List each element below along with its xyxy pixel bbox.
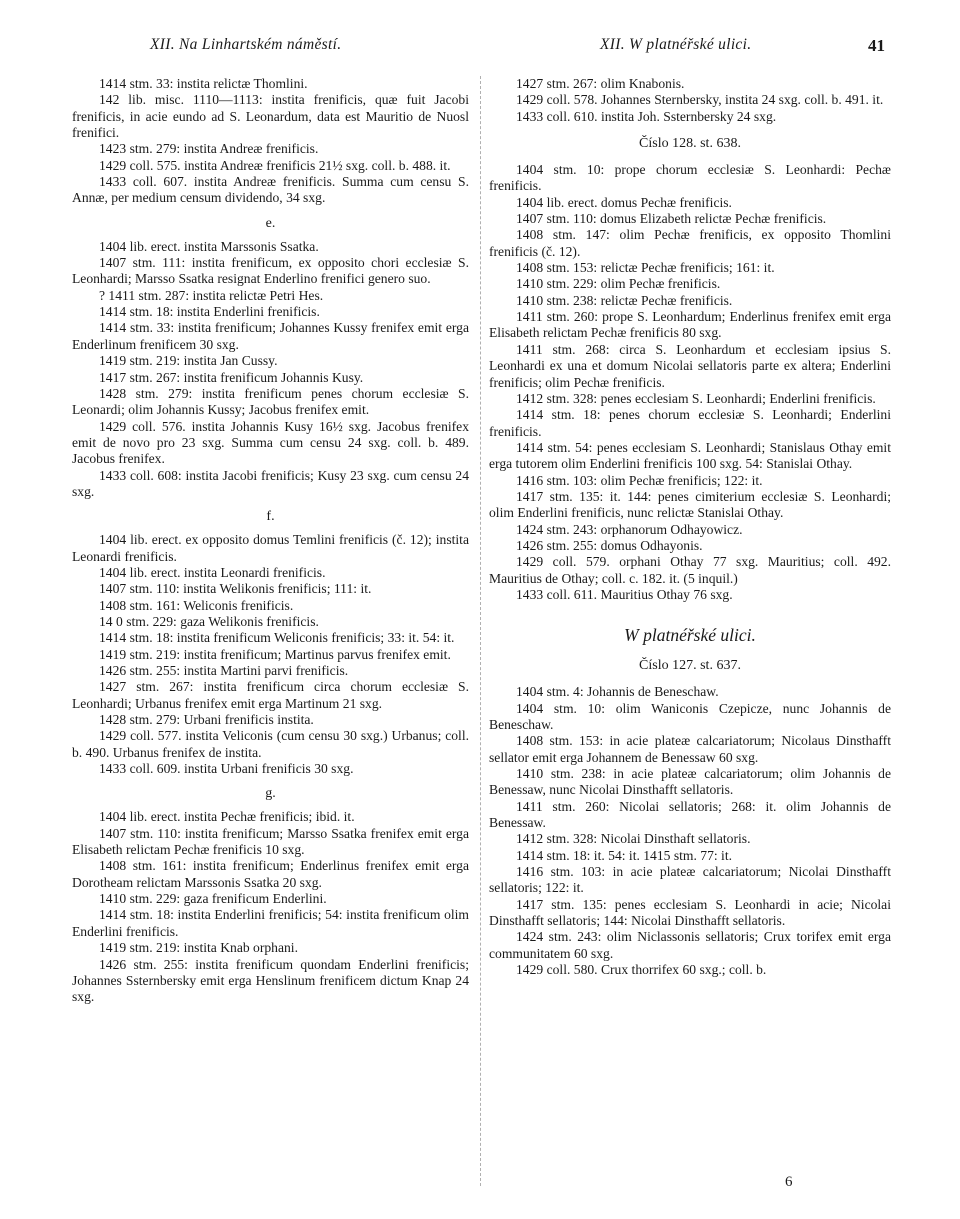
entry: 1408 stm. 153: in acie plateæ calcariatorum; Nicolaus Dinsthafft sellator emit erga Johannem de Benessaw 60 sxg. [489, 733, 891, 765]
entry: 1410 stm. 229: olim Pechæ frenificis. [516, 276, 721, 292]
entry: 1429 coll. 576. instita Johannis Kusy 16½ sxg. Jacobus frenifex emit de novo pro 23 sxg. Summa cum censu 24 sxg. coll. b. 489. Jacobus frenifex. [72, 418, 469, 467]
right-column [489, 76, 891, 979]
entry: 1423 stm. 279: instita Andreæ frenificis. [99, 141, 319, 157]
entry: 1407 stm. 110: domus Elizabeth relictæ Pechæ frenificis. [516, 211, 827, 227]
entry: 1411 stm. 268: circa S. Leonhardum et ecclesiam ipsius S. Leonhardi ex una et domum Nicolai sellatoris parte ex altera; Enderlini frenificis; olim Pechæ frenificis. [489, 341, 891, 390]
entry: 1419 stm. 219: instita Knab orphani. [99, 940, 298, 956]
entry: 1404 lib. erect. domus Pechæ frenificis. [516, 194, 732, 210]
entry: 1429 coll. 577. instita Veliconis (cum censu 30 sxg.) Urbanus; coll. b. 490. Urbanus frenifex de instita. [72, 728, 469, 760]
entry: 1429 coll. 580. Crux thorrifex 60 sxg.; coll. b. [516, 962, 767, 978]
entry: 1411 stm. 260: prope S. Leonhardum; Enderlinus frenifex emit erga Elisabeth relictam Pechæ frenificis 80 sxg. [489, 309, 891, 341]
street-heading: W platnéřské ulici. [624, 625, 756, 646]
entry: 1426 stm. 255: instita Martini parvi frenificis. [99, 663, 349, 678]
entry: 1407 stm. 111: instita frenificum, ex opposito chori ecclesiæ S. Leonhardi; Marsso Ssatka resignat Enderlino frenifici genero suo. [72, 255, 469, 287]
entry: 1427 stm. 267: instita frenificum circa chorum ecclesiæ S. Leonhardi; Urbanus frenifex emit erga Martinum 21 sxg. [72, 679, 469, 711]
entry: 1410 stm. 238: in acie plateæ calcariatorum; olim Johannis de Benessaw, nunc Nicolai Dinsthafft sellatoris. [489, 766, 891, 798]
section-letter-f: f. [266, 509, 275, 525]
entry: 1408 stm. 161: Weliconis frenificis. [99, 597, 294, 613]
entry: ? 1411 stm. 287: instita relictæ Petri Hes. [99, 287, 324, 303]
entry: 1412 stm. 328: Nicolai Dinsthaft sellatoris. [516, 831, 751, 847]
entry: 1433 coll. 607. instita Andreæ frenificis. Summa cum censu S. Annæ, per medium censum dividendo, 34 sxg. [72, 174, 469, 206]
entry: 1433 coll. 608: instita Jacobi frenificis; Kusy 23 sxg. cum censu 24 sxg. [72, 467, 469, 499]
entry: 1404 lib. erect. instita Pechæ frenificis; ibid. it. [99, 809, 355, 825]
entry: 1407 stm. 110: instita frenificum; Marsso Ssatka frenifex emit erga Elisabeth relictam Pechæ frenificis 10 sxg. [72, 825, 469, 858]
running-header-right: XII. W platnéřské ulici. [600, 36, 752, 53]
entry: 1433 coll. 609. instita Urbani frenificis 30 sxg. [99, 761, 354, 777]
entry: 1414 stm. 33: instita relictæ Thomlini. [99, 76, 308, 91]
entry: 1411 stm. 260: Nicolai sellatoris; 268: it. olim Johannis de Benessaw. [489, 798, 891, 831]
entry: 1424 stm. 243: orphanorum Odhayowicz. [516, 521, 743, 537]
entry: 1424 stm. 243: olim Niclassonis sellatoris; Crux torifex emit erga communitatem 60 sxg. [489, 929, 891, 961]
entry: 1427 stm. 267: olim Knabonis. [516, 76, 685, 91]
house-number-heading: Číslo 127. st. 637. [639, 658, 741, 674]
entry: 1414 stm. 18: penes chorum ecclesiæ S. Leonhardi; Enderlini frenificis. [489, 407, 891, 439]
entry: 1408 stm. 147: olim Pechæ frenificis, ex opposito Thomlini frenificis (č. 12). [489, 227, 891, 259]
entry: 1407 stm. 110: instita Welikonis frenificis; 111: it. [99, 581, 372, 597]
entry: 142 lib. misc. 1110—1113: instita frenificis, quæ fuit Jacobi frenificis, in acie eundo ad S. Leonardum, data est Mauritio de Nuosl frenifici. [72, 92, 469, 141]
entry: 1428 stm. 279: Urbani frenificis instita. [99, 712, 314, 728]
entry: 1404 stm. 10: prope chorum ecclesiæ S. Leonhardi: Pechæ frenificis. [489, 162, 891, 194]
entry: 1414 stm. 18: instita frenificum Weliconis frenificis; 33: it. 54: it. [99, 630, 455, 646]
entry: 1429 coll. 579. orphani Othay 77 sxg. Mauritius; coll. 492. Mauritius de Othay; coll. c. 182. it. (5 inquil.) [489, 554, 891, 586]
entry: 1428 stm. 279: instita frenificum penes chorum ecclesiæ S. Leonardi; olim Johannis Kussy; Jacobus frenifex emit. [72, 385, 469, 418]
entry: 1404 stm. 4: Johannis de Beneschaw. [516, 684, 719, 700]
entry: 1419 stm. 219: instita Jan Cussy. [99, 353, 278, 369]
entry: 1433 coll. 610. instita Joh. Ssternbersky 24 sxg. [516, 108, 777, 124]
entry: 1426 stm. 255: domus Odhayonis. [516, 537, 703, 553]
entry: 1408 stm. 153: relictæ Pechæ frenificis; 161: it. [516, 260, 775, 276]
printer-signature-mark: 6 [785, 1174, 793, 1190]
entry: 1416 stm. 103: in acie plateæ calcariatorum; Nicolai Dinsthafft sellatoris; 122: it. [489, 864, 891, 896]
entry: 1408 stm. 161: instita frenificum; Enderlinus frenifex emit erga Dorotheam relictam Marssonis Ssatka 20 sxg. [72, 858, 469, 890]
entry: 1404 lib. erect. ex opposito domus Temlini frenificis (č. 12); instita Leonardi frenificis. [72, 532, 469, 564]
entry: 1414 stm. 18: instita Enderlini frenificis; 54: instita frenificum olim Enderlini frenificis. [72, 907, 469, 939]
running-header-left: XII. Na Linhartském náměstí. [150, 36, 342, 53]
entry: 14 0 stm. 229: gaza Welikonis frenificis. [99, 613, 319, 629]
entry: 1426 stm. 255: instita frenificum quondam Enderlini frenificis; Johannes Ssternbersky emit erga Henslinum frenificem dictum Knap 24 sxg. [72, 956, 469, 1005]
left-column [72, 76, 469, 1006]
entry: 1429 coll. 575. instita Andreæ frenificis 21½ sxg. coll. b. 488. it. [99, 157, 451, 173]
entry: 1414 stm. 54: penes ecclesiam S. Leonhardi; Stanislaus Othay emit erga tutorem olim Enderlini frenificis 100 sxg. 54: Stanislai Othay. [489, 439, 891, 472]
entry: 1417 stm. 135: penes ecclesiam S. Leonhardi in acie; Nicolai Dinsthafft sellatoris; 144: Nicolai Dinsthafft sellatoris. [489, 896, 891, 929]
entry: 1412 stm. 328: penes ecclesiam S. Leonhardi; Enderlini frenificis. [516, 390, 876, 406]
entry: 1429 coll. 578. Johannes Sternbersky, instita 24 sxg. coll. b. 491. it. [516, 92, 884, 108]
section-letter-e: e. [265, 215, 276, 231]
entry: 1404 stm. 10: olim Waniconis Czepicze, nunc Johannis de Beneschaw. [489, 700, 891, 732]
column-divider [480, 76, 481, 1186]
entry: 1433 coll. 611. Mauritius Othay 76 sxg. [516, 586, 733, 602]
entry: 1419 stm. 219: instita frenificum; Martinus parvus frenifex emit. [99, 646, 451, 662]
entry: 1416 stm. 103: olim Pechæ frenificis; 122: it. [516, 472, 763, 488]
entry: 1414 stm. 18: it. 54: it. 1415 stm. 77: it. [516, 847, 733, 863]
entry: 1417 stm. 135: it. 144: penes cimiterium ecclesiæ S. Leonhardi; olim Enderlini frenificis, nunc relictæ Stanislai Othay. [489, 488, 891, 521]
section-letter-g: g. [265, 786, 276, 802]
page-number: 41 [868, 36, 885, 55]
entry: 1414 stm. 33: instita frenificum; Johannes Kussy frenifex emit erga Enderlinum frenificem 30 sxg. [72, 320, 469, 352]
entry: 1417 stm. 267: instita frenificum Johannis Kusy. [99, 369, 364, 385]
entry: 1404 lib. erect. instita Leonardi frenificis. [99, 564, 326, 580]
entry: 1414 stm. 18: instita Enderlini frenificis. [99, 304, 320, 320]
entry: 1410 stm. 238: relictæ Pechæ frenificis. [516, 292, 733, 308]
house-number-heading: Číslo 128. st. 638. [639, 136, 741, 152]
entry: 1404 lib. erect. instita Marssonis Ssatka. [99, 238, 319, 254]
entry: 1410 stm. 229: gaza frenificum Enderlini. [99, 891, 327, 907]
